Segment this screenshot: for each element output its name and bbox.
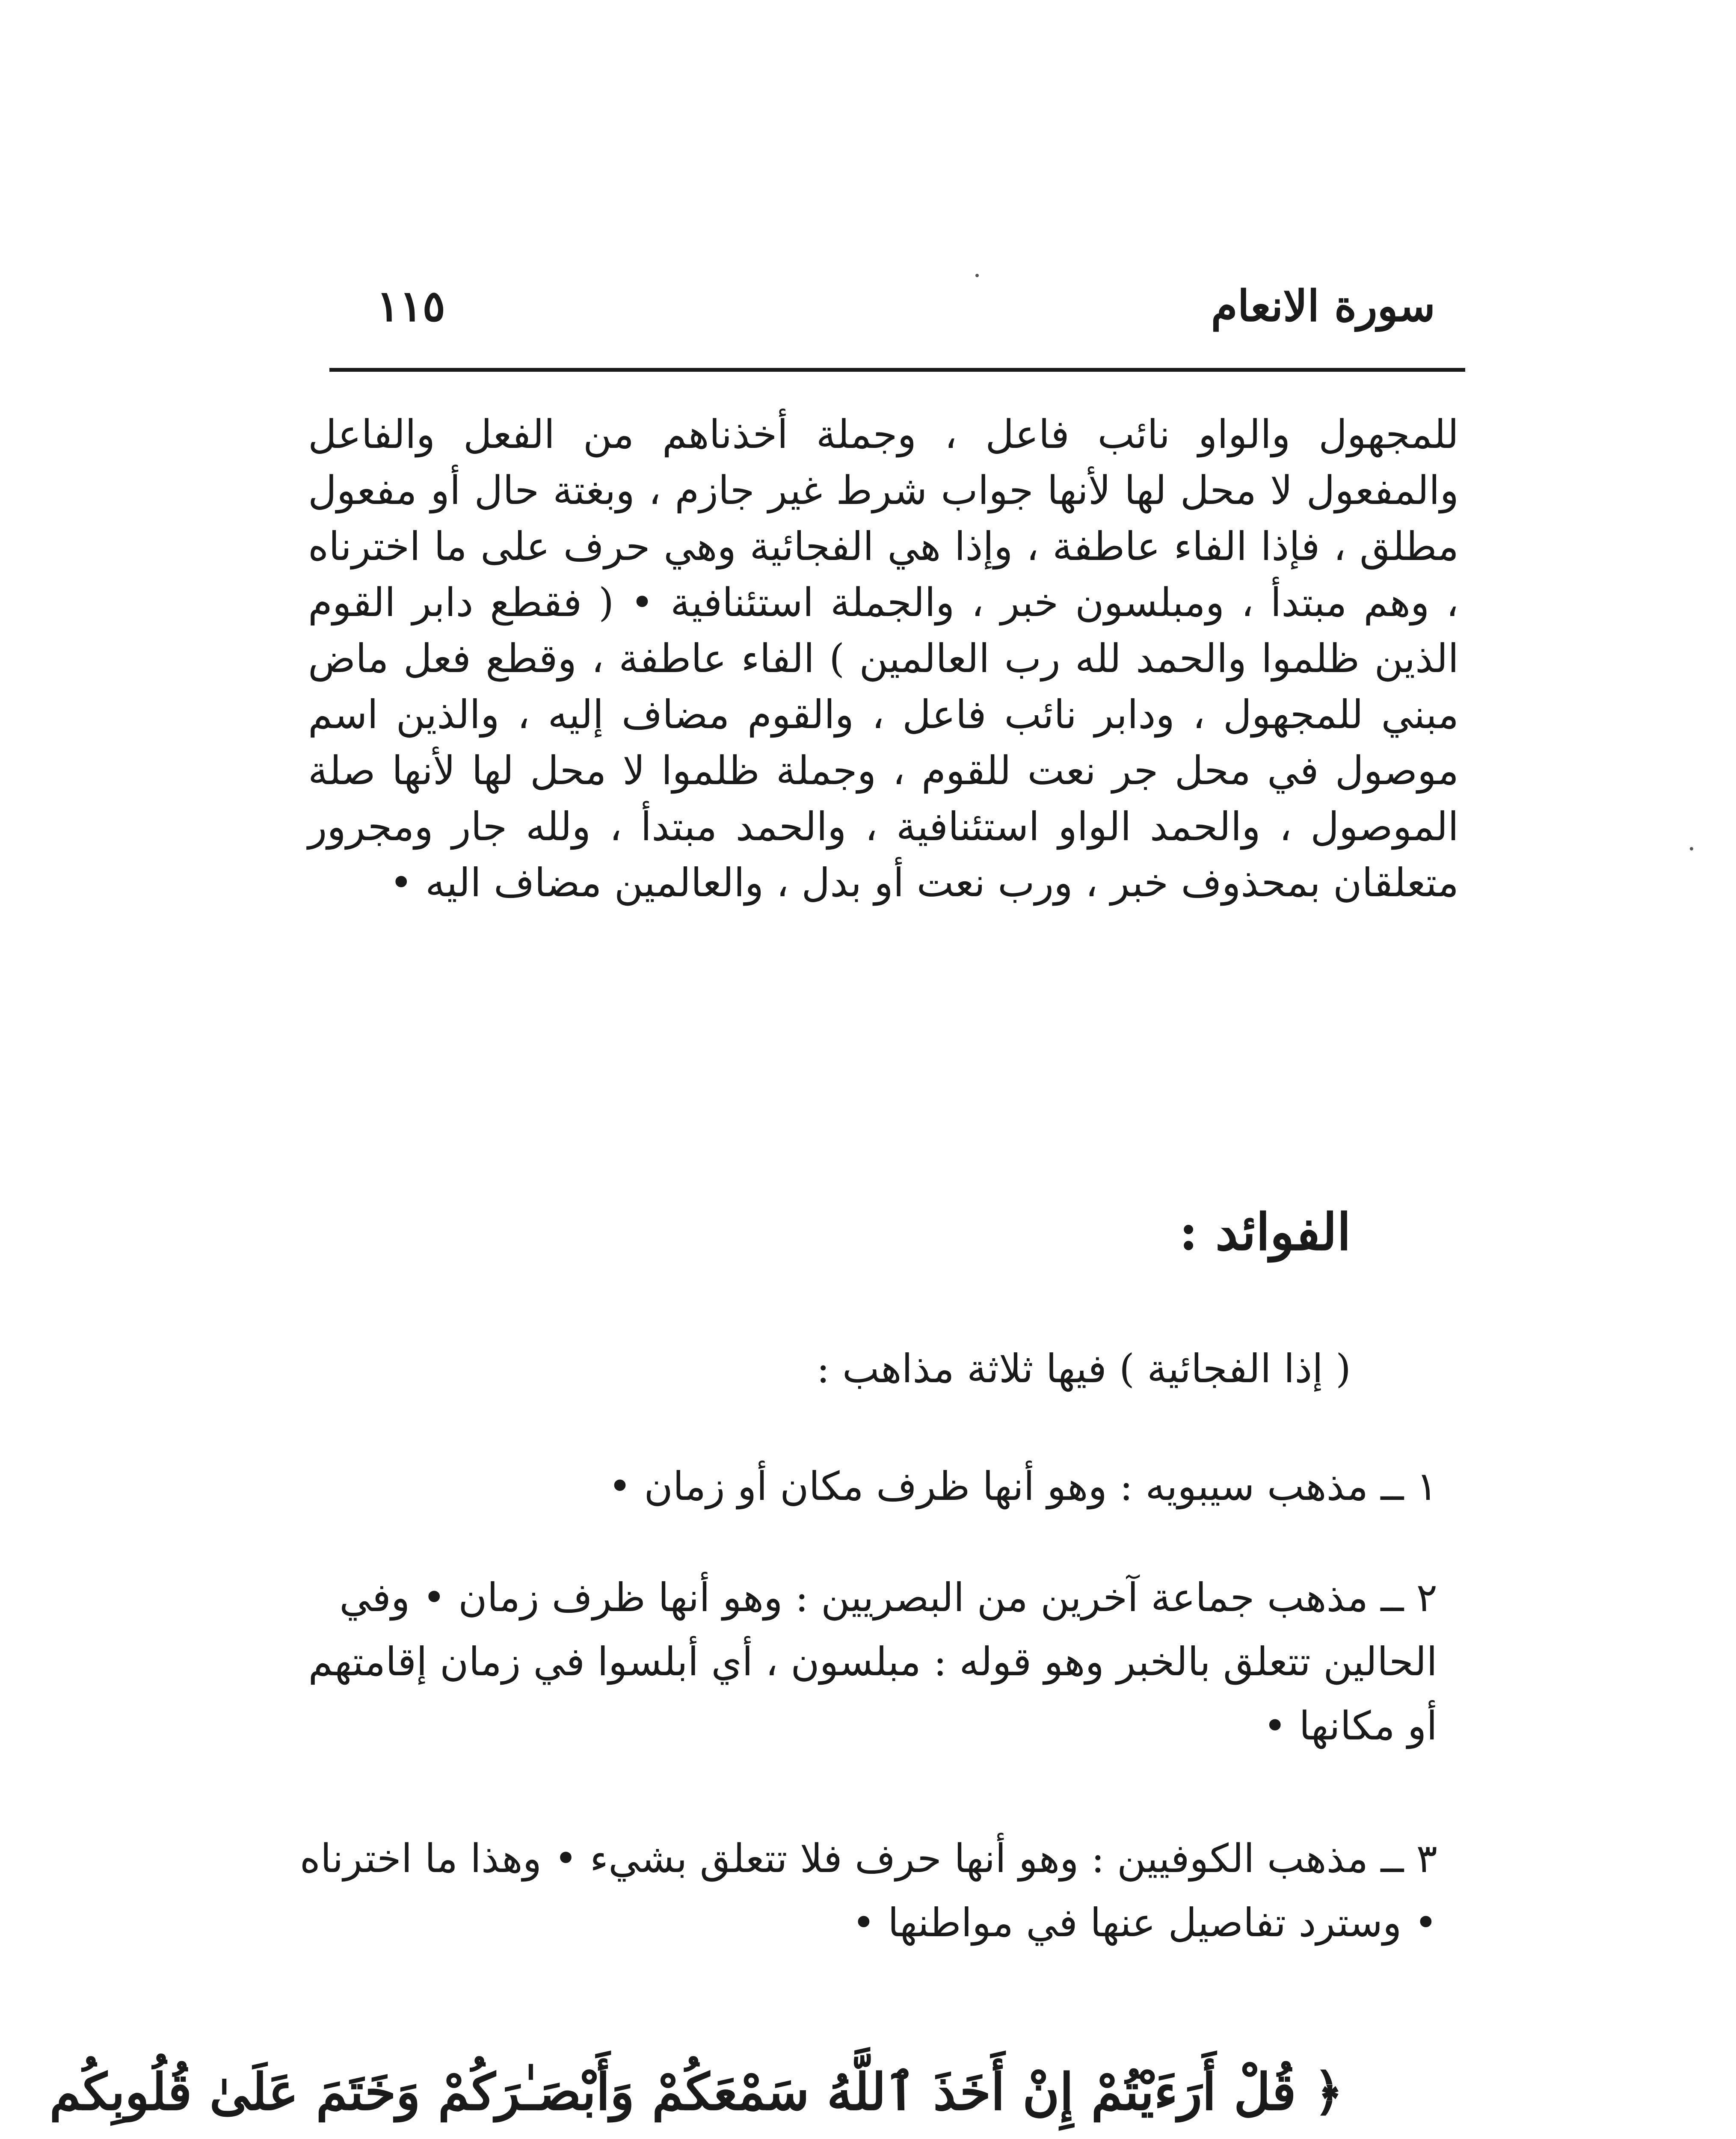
page-number: ١١٥: [376, 281, 446, 331]
header-divider: [329, 368, 1465, 372]
list-item: [274, 1566, 1437, 1758]
list-item-text: مذهب سيبويه : وهو أنها ظرف مكان أو زمان •: [608, 1464, 1369, 1509]
section-heading: الفوائد :: [1179, 1202, 1351, 1262]
quran-verse: ﴿ قُلْ أَرَءَيْتُمْ إِنْ أَخَذَ ٱللَّهُ سَمْعَكُمْ وَأَبْصَـٰرَكُمْ وَخَتَمَ عَلَىٰ قُلُوبِكُم: [49, 2062, 1343, 2121]
list-item-text: مذهب جماعة آخرين من البصريين : وهو أنها ظرف زمان • وفي الحالين تتعلق بالخبر وهو قوله : مبلسون ، أي أبلسوا في زمان إقامتهم أو مكانها •: [308, 1575, 1437, 1749]
section-intro: ( إذا الفجائية ) فيها ثلاثة مذاهب :: [816, 1346, 1351, 1392]
list-item-number: ٢ ــ: [1381, 1575, 1437, 1621]
body-paragraph: للمجهول والواو نائب فاعل ، وجملة أخذناهم من الفعل والفاعل والمفعول لا محل لها لأنها جواب شرط غير جازم ، وبغتة حال أو مفعول مطلق ، فإذا الفاء عاطفة ، وإذا هي الفجائية وهي حرف على ما اخترناه ، وهم مبتدأ ، ومبلسون خبر ، والجملة استئنافية • ( فقطع دابر القوم الذين ظلموا والحمد لله رب العالمين ) الفاء عاطفة ، وقطع فعل ماض مبني للمجهول ، ودابر نائب فاعل ، والقوم مضاف إليه ، والذين اسم موصول في محل جر نعت للقوم ، وجملة ظلموا لا محل لها لأنها صلة الموصول ، والحمد الواو استئنافية ، والحمد مبتدأ ، ولله جار ومجرور متعلقان بمحذوف خبر ، ورب نعت أو بدل ، والعالمين مضاف اليه •: [308, 412, 1459, 906]
list-item-text: مذهب الكوفيين : وهو أنها حرف فلا تتعلق بشيء • وهذا ما اخترناه • وسترد تفاصيل عنها في مواطنها •: [299, 1836, 1437, 1946]
scan-speck: [975, 274, 979, 277]
list-item: [274, 1455, 1437, 1519]
list-item-number: ١ ــ: [1381, 1464, 1437, 1509]
list-item-number: ٣ ــ: [1381, 1836, 1437, 1881]
scan-speck: [1690, 847, 1693, 850]
list-item: [274, 1827, 1437, 1955]
page-title: سورة الانعام: [1211, 281, 1435, 331]
page-header: [329, 261, 1465, 347]
